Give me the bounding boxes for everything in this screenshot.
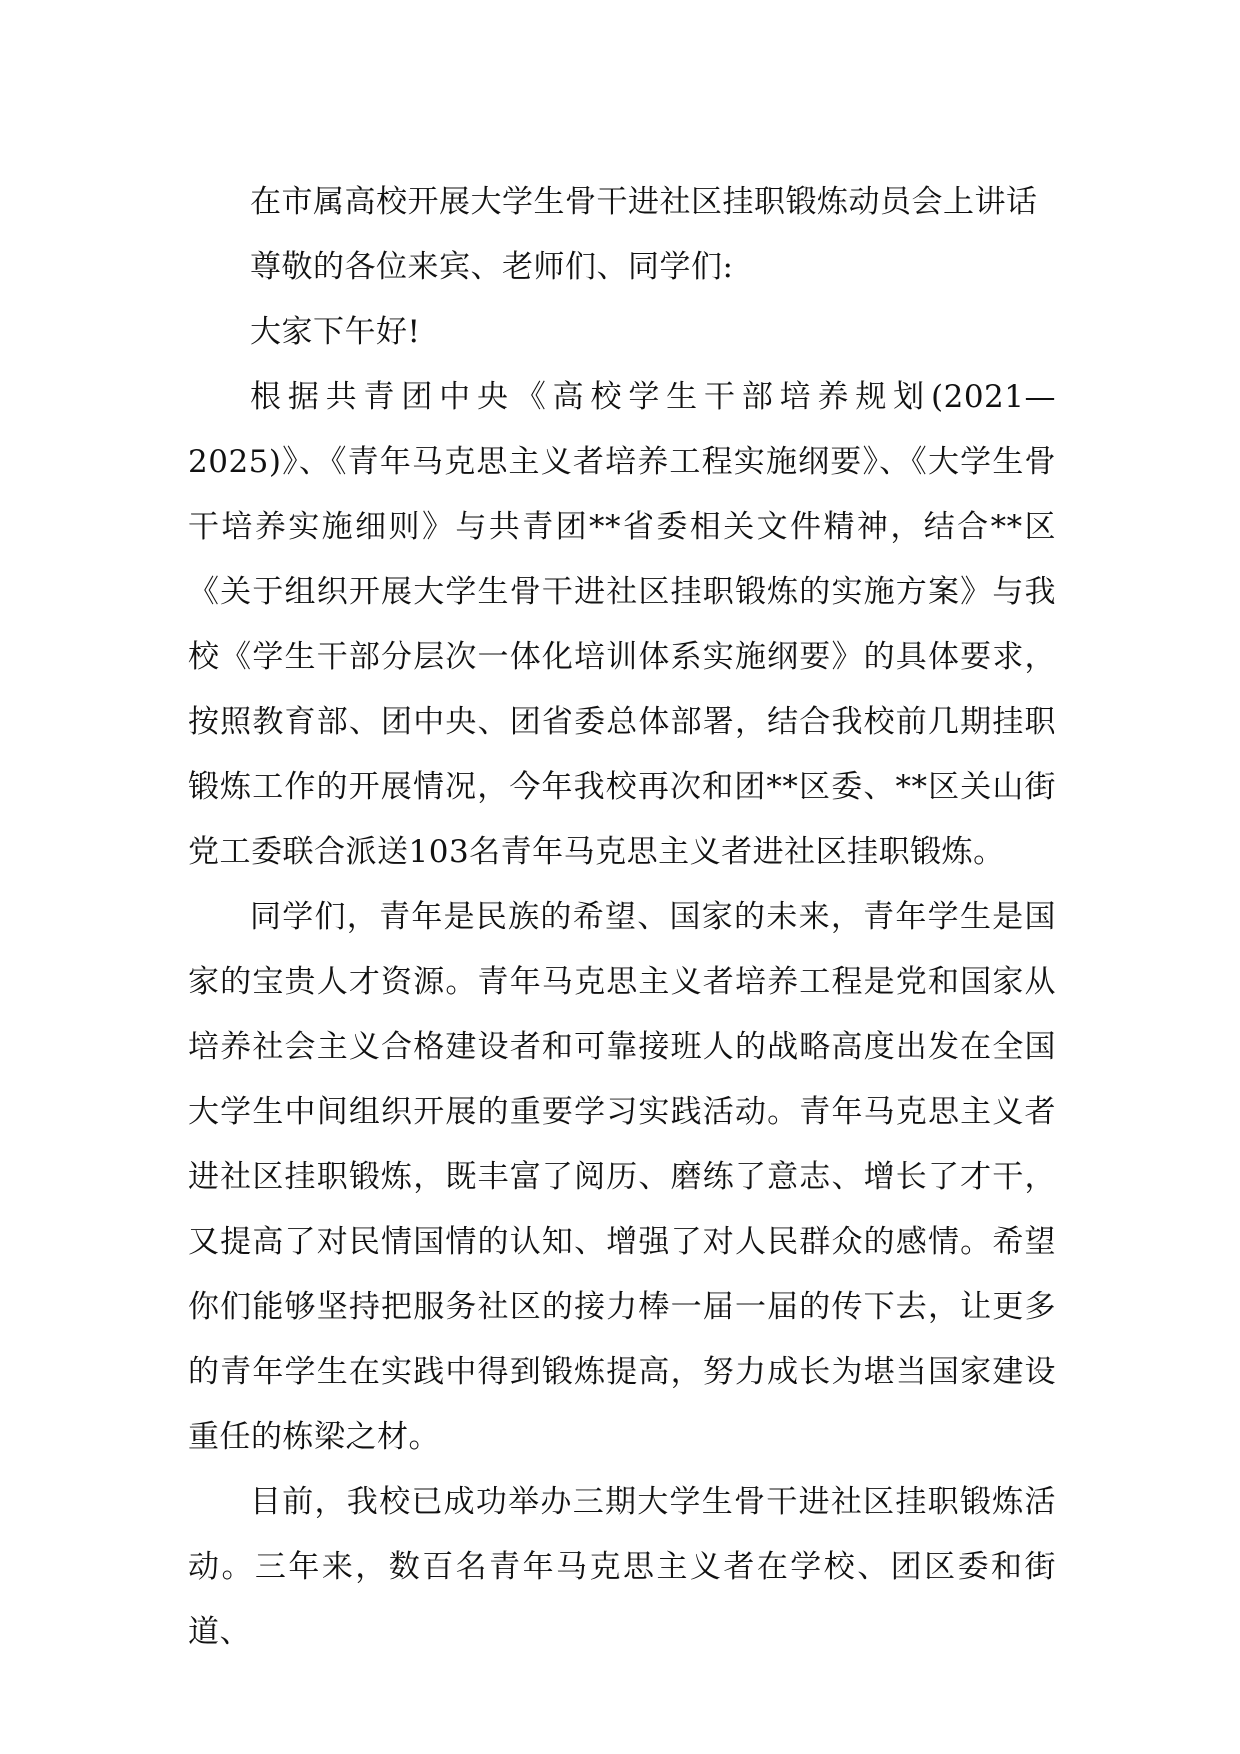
body-paragraph-2: 同学们，青年是民族的希望、国家的未来，青年学生是国家的宝贵人才资源。青年马克思主义者培养工程是党和国家从培养社会主义合格建设者和可靠接班人的战略高度出发在全国大学生中间组织开展的重要学习实践活动。青年马克思主义者进社区挂职锻炼，既丰富了阅历、磨练了意志、增长了才干，又提高了对民情国情的认知、增强了对人民群众的感情。希望你们能够坚持把服务社区的接力棒一届一届的传下去，让更多的青年学生在实践中得到锻炼提高，努力成长为堪当国家建设重任的栋梁之材。 — [188, 899, 1056, 1455]
salutation: 尊敬的各位来宾、老师们、同学们: — [250, 249, 734, 285]
body-paragraph-3: 目前，我校已成功举办三期大学生骨干进社区挂职锻炼活动。三年来，数百名青年马克思主义者在学校、团区委和街道、 — [188, 1484, 1056, 1650]
body-paragraph-1: 根据共青团中央《高校学生干部培养规划(2021—2025)》、《青年马克思主义者培养工程实施纲要》、《大学生骨干培养实施细则》与共青团**省委相关文件精神，结合**区《关于组织开展大学生骨干进社区挂职锻炼的实施方案》与我校《学生干部分层次一体化培训体系实施纲要》的具体要求，按照教育部、团中央、团省委总体部署，结合我校前几期挂职锻炼工作的开展情况，今年我校再次和团**区委、**区关山街党工委联合派送103名青年马克思主义者进社区挂职锻炼。 — [188, 379, 1056, 870]
greeting: 大家下午好! — [250, 314, 421, 350]
document-title: 在市属高校开展大学生骨干进社区挂职锻炼动员会上讲话 — [250, 184, 1038, 220]
document-body — [188, 170, 1056, 1665]
